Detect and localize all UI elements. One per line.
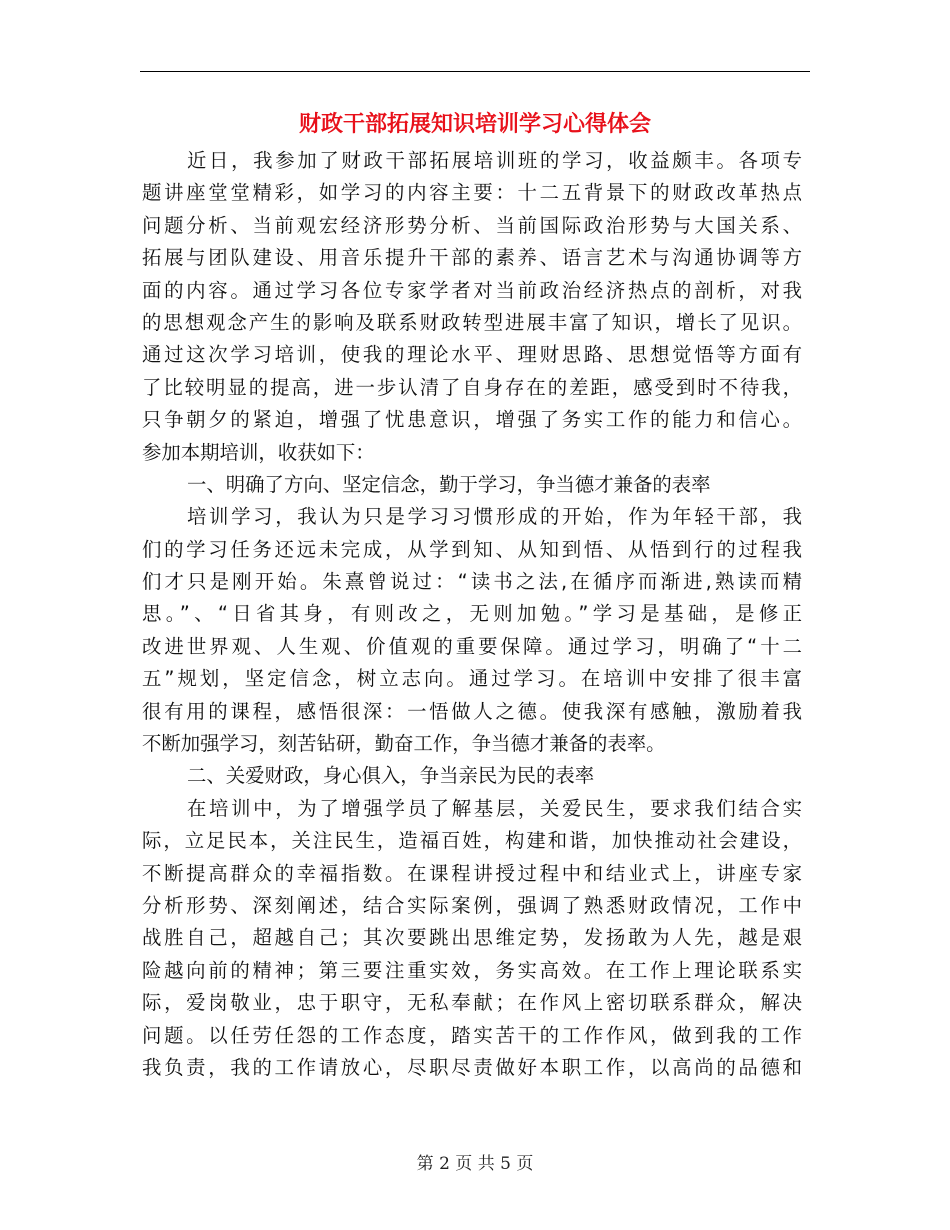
paragraph-line: 面的内容。通过学习各位专家学者对当前政治经济热点的剖析，对我 [142,278,802,302]
section-heading: 一、明确了方向、坚定信念，勤于学习，争当德才兼备的表率 [187,472,711,496]
header-rule [140,71,810,72]
paragraph-line: 问题分析、当前观宏经济形势分析、当前国际政治形势与大国关系、 [142,213,802,237]
paragraph-line: 分析形势、深刻阐述，结合实际案例，强调了熟悉财政情况，工作中 [142,893,802,917]
paragraph-line: 际，立足民本，关注民生，造福百姓，构建和谐，加快推动社会建设， [142,829,802,853]
paragraph-line: 思。”、“日省其身，有则改之，无则加勉。”学习是基础，是修正 [142,602,802,626]
paragraph-line: 战胜自己，超越自己；其次要跳出思维定势，发扬敢为人先，越是艰 [142,926,802,950]
paragraph-line: 在培训中，为了增强学员了解基层，关爱民生，要求我们结合实 [187,796,802,820]
paragraph-line: 参加本期培训，收获如下： [142,440,375,464]
paragraph-line: 题讲座堂堂精彩，如学习的内容主要：十二五背景下的财政改革热点 [142,181,802,205]
paragraph-line: 培训学习，我认为只是学习习惯形成的开始，作为年轻干部，我 [187,505,802,529]
paragraph-line: 拓展与团队建设、用音乐提升干部的素养、语言艺术与沟通协调等方 [142,246,802,270]
paragraph-line: 我负责，我的工作请放心，尽职尽责做好本职工作，以高尚的品德和 [142,1055,802,1079]
paragraph-line: 问题。以任劳任怨的工作态度，踏实苦干的工作作风，做到我的工作 [142,1023,802,1047]
paragraph-line: 改进世界观、人生观、价值观的重要保障。通过学习，明确了“十二 [142,634,802,658]
paragraph-line: 通过这次学习培训，使我的理论水平、理财思路、思想觉悟等方面有 [142,343,802,367]
paragraph-line: 们才只是刚开始。朱熹曾说过：“读书之法,在循序而渐进,熟读而精 [142,570,802,594]
paragraph-line: 险越向前的精神；第三要注重实效，务实高效。在工作上理论联系实 [142,958,802,982]
paragraph-line: 近日，我参加了财政干部拓展培训班的学习，收益颇丰。各项专 [187,149,802,172]
document-body [142,145,802,1084]
paragraph-line: 不断提高群众的幸福指数。在课程讲授过程中和结业式上，讲座专家 [142,861,802,885]
paragraph-line: 只争朝夕的紧迫，增强了忧患意识，增强了务实工作的能力和信心。 [142,408,802,432]
paragraph-line: 际，爱岗敬业，忠于职守，无私奉献；在作风上密切联系群众，解决 [142,991,802,1015]
paragraph-line: 很有用的课程，感悟很深：一悟做人之德。使我深有感触，激励着我 [142,699,802,723]
document-title: 财政干部拓展知识培训学习心得体会 [298,112,651,137]
paragraph-line: 五”规划，坚定信念，树立志向。通过学习。在培训中安排了很丰富 [142,667,802,691]
paragraph-line: 们的学习任务还远未完成，从学到知、从知到悟、从悟到行的过程我 [142,537,802,561]
paragraph-line: 的思想观念产生的影响及联系财政转型进展丰富了知识，增长了见识。 [142,310,802,334]
paragraph-line: 了比较明显的提高，进一步认清了自身存在的差距，感受到时不待我， [142,375,802,399]
page-number: 第 2 页 共 5 页 [416,1154,534,1174]
section-heading: 二、关爱财政，身心俱入，争当亲民为民的表率 [187,764,595,788]
paragraph-line: 不断加强学习，刻苦钻研，勤奋工作，争当德才兼备的表率。 [142,732,666,756]
